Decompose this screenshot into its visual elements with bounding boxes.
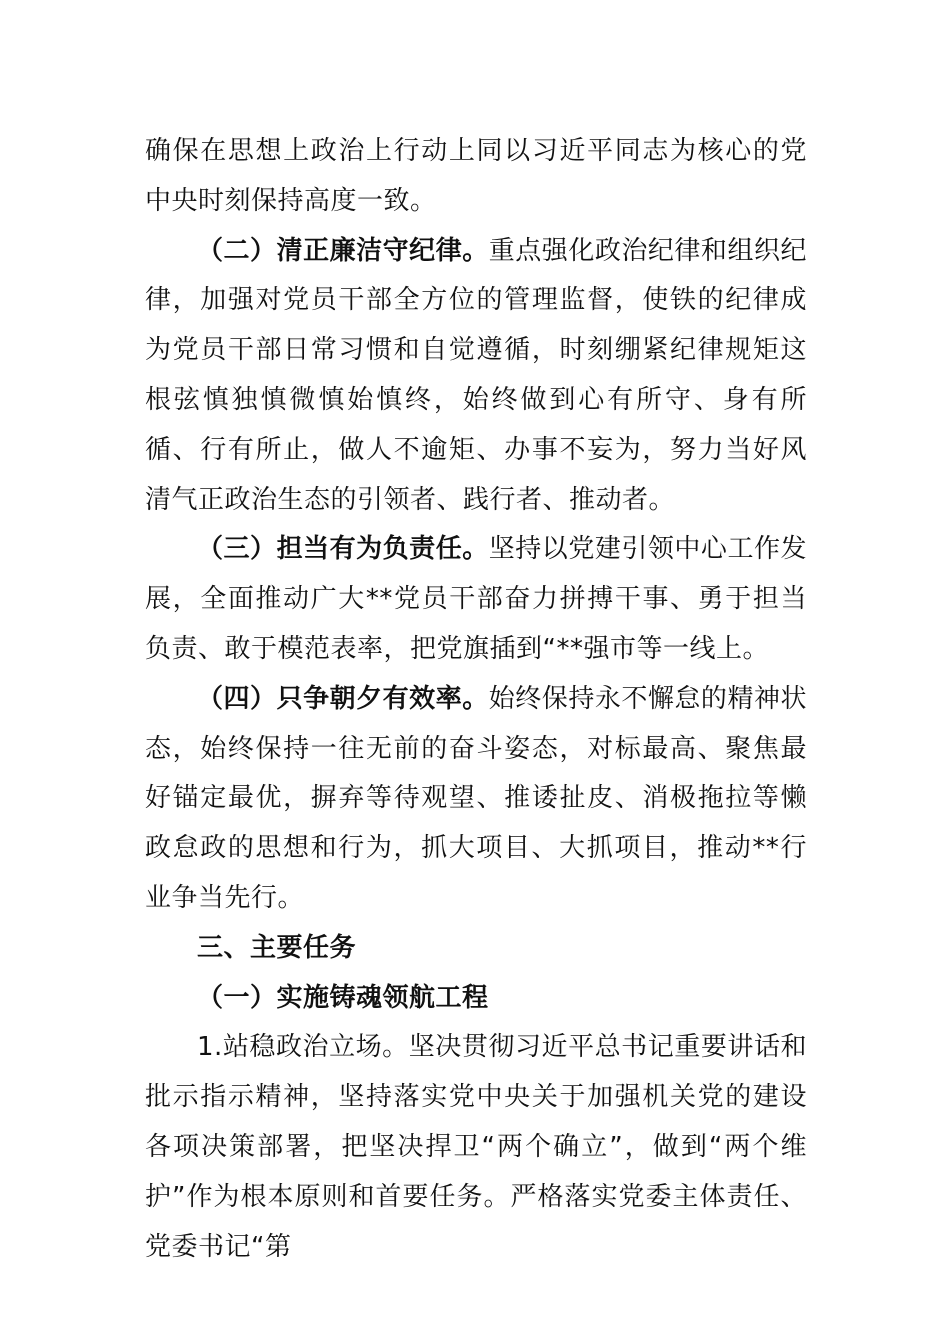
paragraph-efficiency: [145, 675, 807, 924]
paragraph-text: 重点强化政治纪律和组织纪律，加强对党员干部全方位的管理监督，使铁的纪律成为党员干部日常习惯和自觉遵循，时刻绷紧纪律规矩这根弦慎独慎微慎始慎终，始终做到心有所守、身有所循、行有所止，做人不逾矩、办事不妄为，努力当好风清气正政治生态的引领者、践行者、推动者。: [145, 235, 807, 515]
paragraph-text: 1.站稳政治立场。坚决贯彻习近平总书记重要讲话和批示指示精神，坚持落实党中央关于加强机关党的建设各项决策部署，把坚决捍卫“两个确立”，做到“两个维护”作为根本原则和首要任务。严格落实党委主体责任、党委书记“第: [145, 1032, 807, 1262]
paragraph-political-stance: [145, 1023, 807, 1272]
paragraph-lead-title: （二）清正廉洁守纪律。: [197, 235, 489, 266]
section-heading-main-tasks: 三、主要任务: [197, 932, 357, 963]
paragraph-continuation: [145, 127, 807, 227]
subsection-heading: （一）实施铸魂领航工程: [197, 982, 489, 1013]
paragraph-responsibility: [145, 525, 807, 674]
document-body: [145, 127, 807, 1272]
paragraph-text: 确保在思想上政治上行动上同以习近平同志为核心的党中央时刻保持高度一致。: [145, 136, 807, 216]
paragraph-text: 坚持以党建引领中心工作发展，全面推动广大**党员干部奋力拼搏干事、勇于担当负责、敢于模范表率，把党旗插到“**强市等一线上。: [145, 534, 807, 664]
paragraph-lead-title: （三）担当有为负责任。: [197, 534, 489, 565]
paragraph-text: 始终保持永不懈怠的精神状态，始终保持一往无前的奋斗姿态，对标最高、聚焦最好锚定最优，摒弃等待观望、推诿扯皮、消极拖拉等懒政怠政的思想和行为，抓大项目、大抓项目，推动**行业争当先行。: [145, 683, 807, 913]
paragraph-integrity-discipline: [145, 227, 807, 526]
paragraph-lead-title: （四）只争朝夕有效率。: [197, 683, 489, 714]
